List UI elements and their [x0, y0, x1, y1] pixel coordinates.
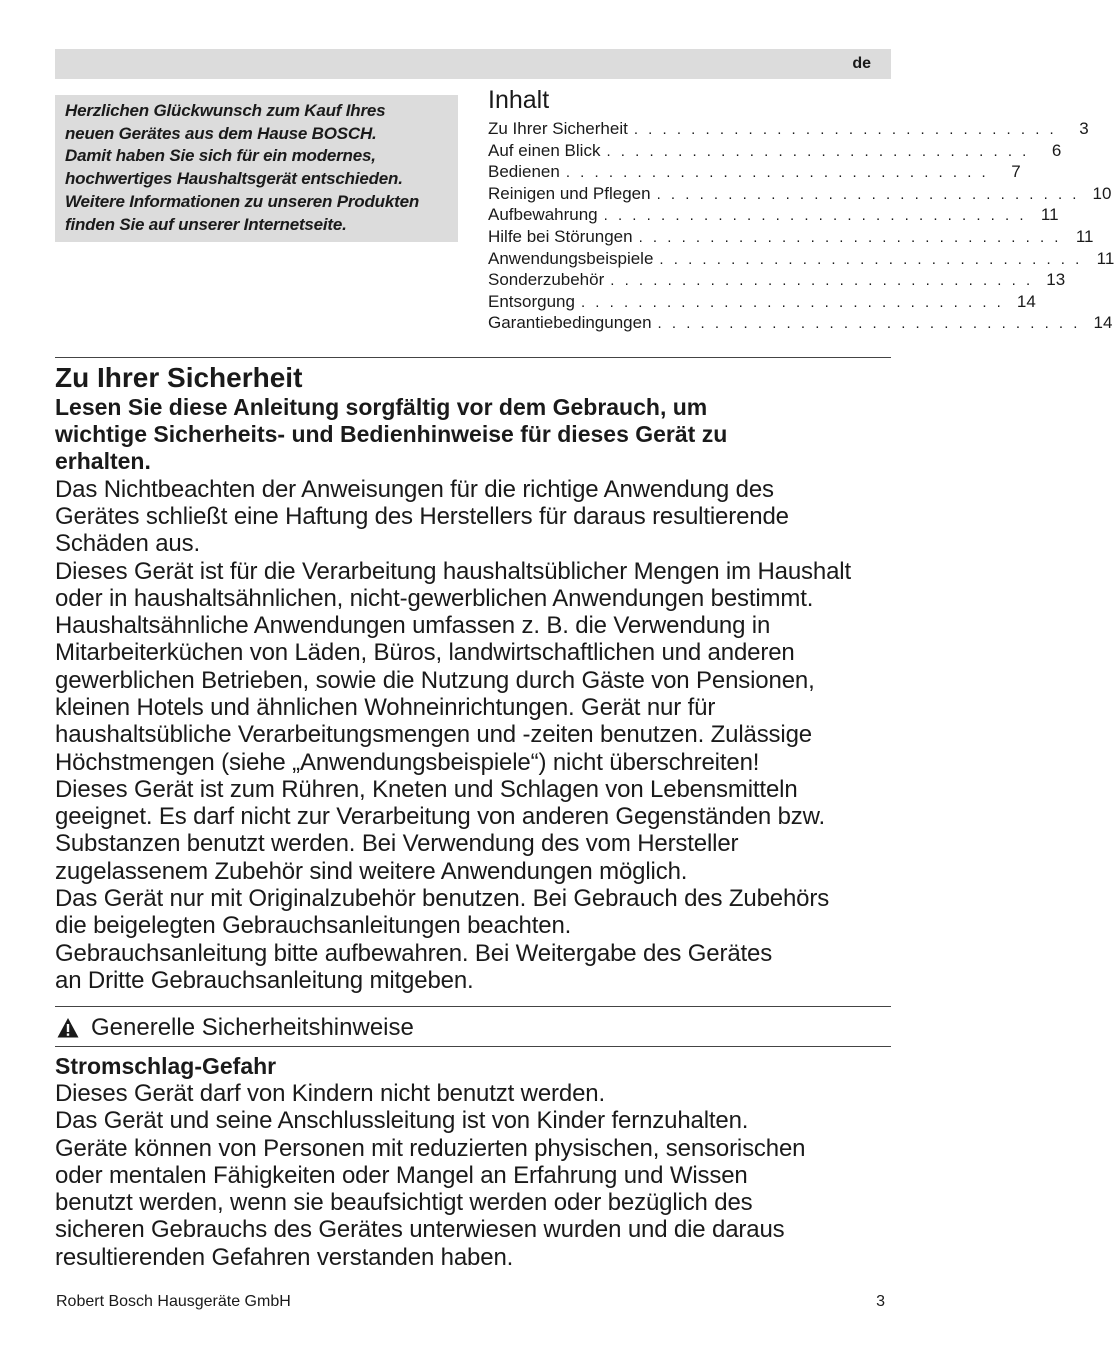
general-safety-heading	[55, 1011, 891, 1044]
body-line: die beigelegten Gebrauchsanleitungen beachten.	[55, 912, 572, 940]
body-line: Gerätes schließt eine Haftung des Herstellers für daraus resultierende	[55, 502, 789, 530]
body-line: Mitarbeiterküchen von Läden, Büros, landwirtschaftlichen und anderen	[55, 639, 795, 667]
toc-leader-dots: . . . . . . . . . . . . . . . . . . . . . . . . . . . . . .	[606, 142, 1030, 160]
body-line: Substanzen benutzt werden. Bei Verwendung des vom Hersteller	[55, 830, 739, 858]
body-line: haushaltsübliche Verarbeitungsmengen und -zeiten benutzen. Zulässige	[55, 721, 812, 749]
toc-entry-label: Bedienen	[488, 162, 560, 182]
toc-entry-label: Aufbewahrung	[488, 205, 598, 225]
toc-entry-page: 14	[1093, 313, 1113, 333]
section-divider	[55, 1046, 891, 1047]
intro-line: finden Sie auf unserer Internetseite.	[65, 214, 347, 234]
language-code: de	[852, 55, 871, 72]
toc-leader-dots: . . . . . . . . . . . . . . . . . . . . . . . . . . . . . .	[580, 293, 1004, 311]
toc-entry[interactable]	[488, 248, 1114, 270]
toc-entry-label: Auf einen Blick	[488, 140, 601, 160]
toc-entry-label: Zu Ihrer Sicherheit	[488, 119, 628, 138]
intro-line: Damit haben Sie sich für ein modernes,	[65, 146, 376, 166]
body-line: Haushaltsähnliche Anwendungen umfassen z. B. die Verwendung in	[55, 612, 771, 640]
toc-entry-page: 11	[1075, 226, 1094, 246]
lead-line: wichtige Sicherheits- und Bedienhinweise für dieses Gerät zu	[55, 421, 728, 448]
toc-entry[interactable]	[488, 118, 1089, 140]
toc-entry-page: 7	[1011, 162, 1021, 182]
body-line: Höchstmengen (siehe „Anwendungsbeispiele“) nicht überschreiten!	[55, 748, 760, 776]
toc-entry-page: 6	[1051, 140, 1062, 160]
subsection-title: Stromschlag-Gefahr	[55, 1053, 277, 1079]
section-divider	[55, 357, 891, 358]
body-line: Geräte können von Personen mit reduzierten physischen, sensorischen	[55, 1134, 806, 1162]
footer-company: Robert Bosch Hausgeräte GmbH	[56, 1293, 291, 1310]
body-line: benutzt werden, wenn sie beaufsichtigt werden oder bezüglich des	[55, 1189, 753, 1217]
body-line: gewerblichen Betrieben, sowie die Nutzung durch Gäste von Pensionen,	[55, 666, 815, 694]
intro-line: Weitere Informationen zu unseren Produkten	[65, 191, 420, 211]
body-line: oder mentalen Fähigkeiten oder Mangel an Erfahrung und Wissen	[55, 1161, 748, 1189]
toc-leader-dots: . . . . . . . . . . . . . . . . . . . . . . . . . . . . . .	[638, 228, 1062, 246]
lead-line: Lesen Sie diese Anleitung sorgfältig vor dem Gebrauch, um	[55, 394, 708, 420]
toc-leader-dots: . . . . . . . . . . . . . . . . . . . . . . . . . . . . . .	[633, 121, 1057, 138]
body-line: sicheren Gebrauchs des Gerätes unterwiesen wurden und die daraus	[55, 1216, 785, 1244]
toc-leader-dots: . . . . . . . . . . . . . . . . . . . . . . . . . . . . . .	[659, 250, 1083, 268]
toc-leader-dots: . . . . . . . . . . . . . . . . . . . . . . . . . . . . . .	[656, 185, 1080, 203]
warning-icon	[57, 1017, 79, 1039]
header-bar	[55, 49, 891, 79]
intro-line: Herzlichen Glückwunsch zum Kauf Ihres	[65, 101, 386, 120]
safety-section	[55, 362, 895, 994]
body-line: Das Gerät und seine Anschlussleitung ist von Kinder fernzuhalten.	[55, 1107, 749, 1135]
toc-entry[interactable]	[488, 291, 1036, 313]
body-line: Dieses Gerät ist zum Rühren, Kneten und Schlagen von Lebensmitteln	[55, 775, 798, 803]
toc-entry-label: Reinigen und Pflegen	[488, 183, 651, 203]
toc-entry[interactable]	[488, 161, 1021, 183]
body-line: Gebrauchsanleitung bitte aufbewahren. Bei Weitergabe des Gerätes	[55, 939, 773, 967]
general-safety-title: Generelle Sicherheitshinweise	[91, 1013, 414, 1041]
body-line: zugelassenem Zubehör sind weitere Anwendungen möglich.	[55, 857, 688, 885]
toc-entry-label: Hilfe bei Störungen	[488, 226, 633, 246]
toc-entry-page: 13	[1046, 270, 1066, 290]
toc-leader-dots: . . . . . . . . . . . . . . . . . . . . . . . . . . . . . .	[565, 164, 989, 182]
footer-page-number: 3	[876, 1293, 885, 1310]
body-line: Schäden aus.	[55, 530, 200, 558]
section-divider	[55, 1006, 891, 1007]
body-line: Dieses Gerät darf von Kindern nicht benutzt werden.	[55, 1080, 605, 1107]
body-line: oder in haushaltsähnlichen, nicht-gewerblichen Anwendungen bestimmt.	[55, 584, 814, 612]
toc-leader-dots: . . . . . . . . . . . . . . . . . . . . . . . . . . . . . .	[657, 315, 1081, 333]
section-title: Zu Ihrer Sicherheit	[55, 362, 303, 393]
toc-entry[interactable]	[488, 204, 1059, 226]
toc-entry-label: Garantiebedingungen	[488, 313, 652, 333]
toc-leader-dots: . . . . . . . . . . . . . . . . . . . . . . . . . . . . . .	[603, 207, 1027, 225]
toc-entry[interactable]	[488, 183, 1112, 205]
intro-box	[55, 95, 458, 242]
table-of-contents	[488, 84, 1114, 334]
toc-entry-label: Entsorgung	[488, 291, 575, 311]
body-line: kleinen Hotels und ähnlichen Wohneinrichtungen. Gerät nur für	[55, 693, 716, 721]
intro-line: hochwertiges Haushaltsgerät entschieden.	[65, 169, 403, 189]
toc-entry-page: 14	[1016, 291, 1036, 311]
body-line: an Dritte Gebrauchsanleitung mitgeben.	[55, 966, 474, 994]
toc-entry-label: Anwendungsbeispiele	[488, 248, 654, 268]
toc-title: Inhalt	[488, 86, 550, 114]
electric-shock-section	[55, 1053, 895, 1271]
toc-entry[interactable]	[488, 312, 1113, 334]
toc-entry-page: 11	[1096, 248, 1114, 268]
toc-entry-label: Sonderzubehör	[488, 270, 605, 290]
toc-entry-page: 11	[1040, 205, 1059, 225]
intro-line: neuen Gerätes aus dem Hause BOSCH.	[65, 123, 377, 143]
body-line: geeignet. Es darf nicht zur Verarbeitung von anderen Gegenständen bzw.	[55, 803, 826, 831]
toc-entry-page: 3	[1079, 119, 1089, 138]
body-line: Dieses Gerät ist für die Verarbeitung haushaltsüblicher Mengen im Haushalt	[55, 557, 851, 585]
toc-entry[interactable]	[488, 226, 1094, 248]
toc-entry-page: 10	[1092, 183, 1112, 203]
lead-line: erhalten.	[55, 448, 151, 475]
toc-entry[interactable]	[488, 140, 1062, 162]
body-line: resultierenden Gefahren verstanden haben.	[55, 1243, 514, 1271]
toc-entry[interactable]	[488, 269, 1066, 291]
toc-leader-dots: . . . . . . . . . . . . . . . . . . . . . . . . . . . . . .	[610, 272, 1034, 290]
body-line: Das Nichtbeachten der Anweisungen für die richtige Anwendung des	[55, 475, 774, 503]
body-line: Das Gerät nur mit Originalzubehör benutzen. Bei Gebrauch des Zubehörs	[55, 885, 830, 913]
